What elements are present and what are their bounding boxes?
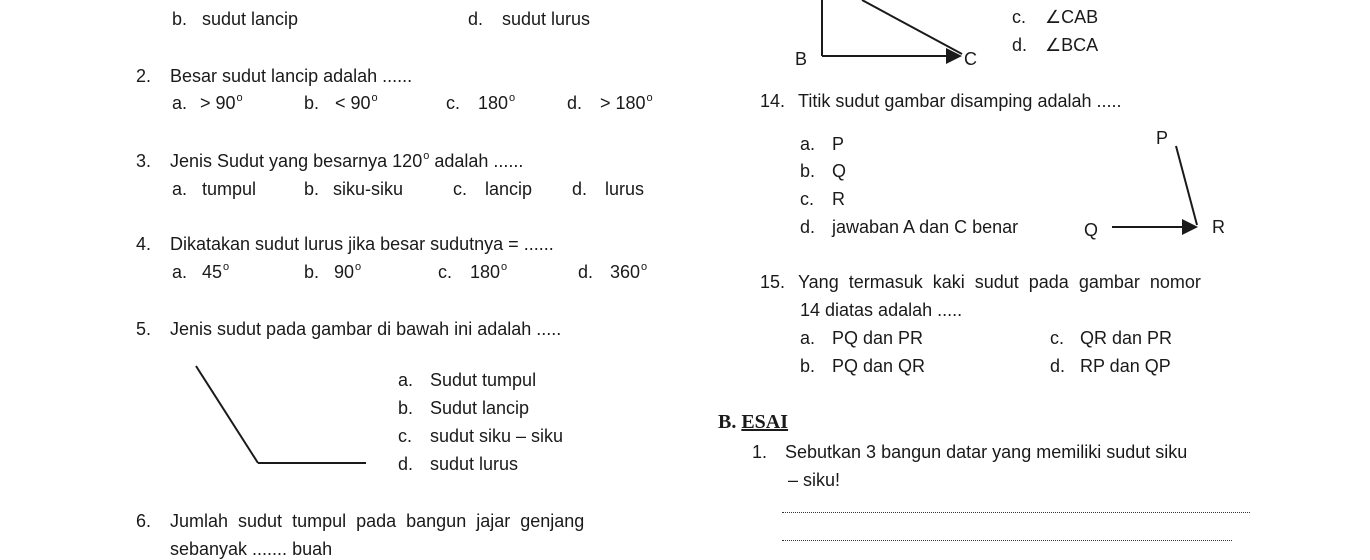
essay-section-title: ESAI [741, 411, 789, 433]
q2-option-a-value: > 90 [200, 93, 236, 113]
q3-option-c-letter: c. [453, 179, 468, 199]
q14-option-c-letter: c. [800, 189, 815, 209]
q14-option-d-letter: d. [800, 217, 816, 237]
q14-text: Titik sudut gambar disamping adalah ..... [798, 91, 1122, 111]
obtuse-angle-arm-1 [196, 366, 258, 463]
q1-option-b-text: sudut lancip [202, 9, 299, 29]
q2-option-b-value: < 90 [335, 93, 371, 113]
q15-option-c-letter: c. [1050, 328, 1065, 348]
q2-option-d-letter: d. [567, 93, 583, 113]
q5-option-a-text: Sudut tumpul [430, 370, 537, 390]
q2-text: Besar sudut lancip adalah ...... [170, 66, 413, 86]
q15-option-a-text: PQ dan PR [832, 328, 924, 348]
q6-text-continued: sebanyak ....... buah [170, 539, 333, 559]
q13-option-d-letter: d. [1012, 35, 1028, 55]
q4-option-c-value: 180 [470, 262, 501, 282]
q3-text-post: adalah ...... [434, 151, 524, 171]
q4-option-d-degree: o [641, 261, 648, 273]
q1-option-d-text: sudut lurus [502, 9, 591, 29]
q15-option-a-letter: a. [800, 328, 816, 348]
q4-option-b-letter: b. [304, 262, 320, 282]
q3-option-b-letter: b. [304, 179, 320, 199]
q6-text: Jumlah sudut tumpul pada bangun jajar genjang [170, 511, 585, 531]
essay-q1-text-continued: – siku! [788, 470, 841, 490]
q15-option-d-letter: d. [1050, 356, 1066, 376]
q2-option-b-degree: o [371, 92, 378, 104]
q5-option-a-letter: a. [398, 370, 414, 390]
q4-option-a-letter: a. [172, 262, 188, 282]
q2-option-c-degree: o [509, 92, 516, 104]
q3-text-pre: Jenis Sudut yang besarnya [170, 151, 388, 171]
q5-option-b-text: Sudut lancip [430, 398, 530, 418]
q4-option-c-letter: c. [438, 262, 453, 282]
q4-option-a-degree: o [223, 261, 230, 273]
q4-option-c-degree: o [501, 261, 508, 273]
q15-number: 15. [760, 272, 786, 292]
triangle-side-hypotenuse [862, 0, 962, 54]
q15-text-continued: 14 diatas adalah ..... [800, 300, 963, 320]
q2-option-c-letter: c. [446, 93, 461, 113]
angle-label-r: R [1212, 217, 1225, 237]
q3-degree: o [423, 150, 430, 162]
q4-number: 4. [136, 234, 152, 254]
essay-q1-text: Sebutkan 3 bangun datar yang memiliki sudut siku [785, 442, 1188, 462]
q1-option-d-letter: d. [468, 9, 484, 29]
q4-option-b-value: 90 [334, 262, 355, 282]
q2-option-d-degree: o [646, 92, 653, 104]
q14-option-b-letter: b. [800, 161, 816, 181]
q6-number: 6. [136, 511, 152, 531]
q15-option-b-letter: b. [800, 356, 816, 376]
q2-option-d-value: > 180 [600, 93, 646, 113]
q5-option-b-letter: b. [398, 398, 414, 418]
q15-option-d-text: RP dan QP [1080, 356, 1171, 376]
q3-option-a-letter: a. [172, 179, 188, 199]
q5-option-d-text: sudut lurus [430, 454, 519, 474]
q4-option-d-value: 360 [610, 262, 641, 282]
obtuse-angle-figure [196, 366, 366, 463]
q5-text: Jenis sudut pada gambar di bawah ini adalah ..... [170, 319, 562, 339]
q13-option-c-text: ∠CAB [1045, 7, 1099, 27]
q3-option-d-text: lurus [605, 179, 645, 199]
q5-number: 5. [136, 319, 152, 339]
angle-label-q: Q [1084, 220, 1099, 240]
q3-option-c-text: lancip [485, 179, 533, 199]
q14-option-a-text: P [832, 134, 845, 154]
q14-option-d-text: jawaban A dan C benar [832, 217, 1019, 237]
q1-option-b-letter: b. [172, 9, 188, 29]
q3-number: 3. [136, 151, 152, 171]
q15-text: Yang termasuk kaki sudut pada gambar nomor [798, 272, 1201, 292]
q14-option-a-letter: a. [800, 134, 816, 154]
ray-rp [1176, 146, 1197, 225]
q4-text: Dikatakan sudut lurus jika besar sudutnya = ...... [170, 234, 554, 254]
q5-option-c-text: sudut siku – siku [430, 426, 564, 446]
q13-option-c-letter: c. [1012, 7, 1027, 27]
q3-option-b-text: siku-siku [333, 179, 404, 199]
angle-pqr-figure [1112, 146, 1197, 227]
q2-option-a-degree: o [236, 92, 243, 104]
triangle-label-b: B [795, 49, 808, 69]
q3-option-d-letter: d. [572, 179, 588, 199]
triangle-label-c: C [964, 49, 977, 69]
q2-number: 2. [136, 66, 152, 86]
angle-label-p: P [1156, 128, 1169, 148]
essay-section-letter: B. [718, 411, 737, 433]
q3-value: 120 [392, 151, 423, 171]
q15-option-b-text: PQ dan QR [832, 356, 926, 376]
q14-number: 14. [760, 91, 786, 111]
q2-option-b-letter: b. [304, 93, 320, 113]
q14-option-c-text: R [832, 189, 845, 209]
essay-q1-number: 1. [752, 442, 768, 462]
triangle-figure [822, 0, 962, 56]
q4-option-b-degree: o [355, 261, 362, 273]
q13-option-d-text: ∠BCA [1045, 35, 1099, 55]
q5-option-d-letter: d. [398, 454, 414, 474]
q2-option-a-letter: a. [172, 93, 188, 113]
q4-option-a-value: 45 [202, 262, 223, 282]
q14-option-b-text: Q [832, 161, 847, 181]
q15-option-c-text: QR dan PR [1080, 328, 1173, 348]
q3-option-a-text: tumpul [202, 179, 257, 199]
q5-option-c-letter: c. [398, 426, 413, 446]
q2-option-c-value: 180 [478, 93, 509, 113]
q4-option-d-letter: d. [578, 262, 594, 282]
